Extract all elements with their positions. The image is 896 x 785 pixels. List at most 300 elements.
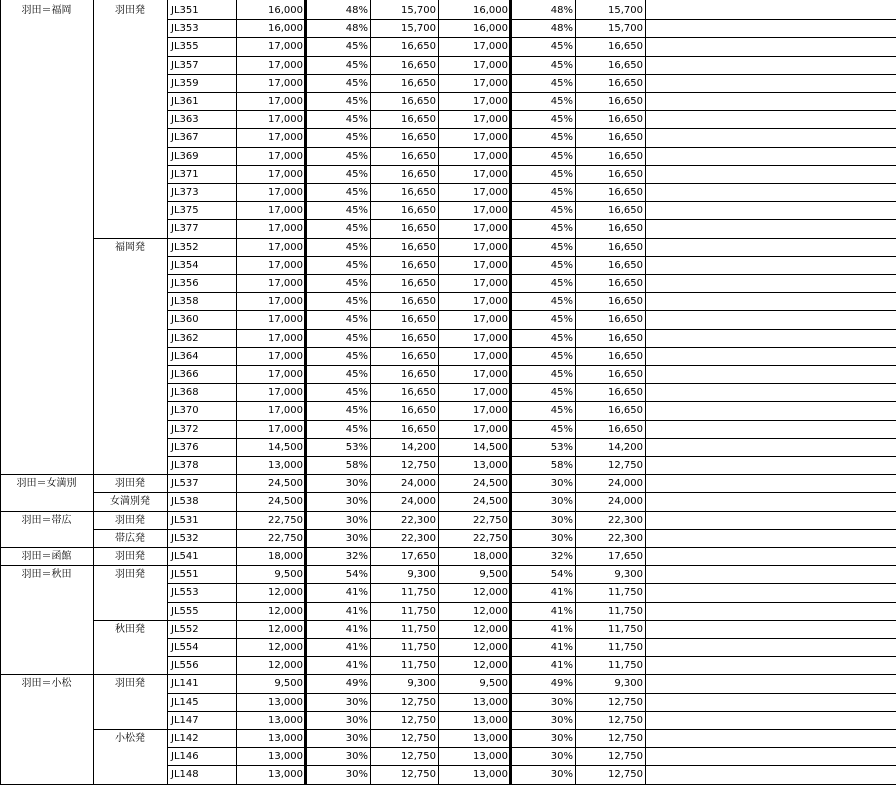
direction-label: 羽田発 [115, 551, 145, 562]
flight-code: JL146 [171, 751, 199, 763]
grid-line [0, 565, 93, 566]
fare-a: 17,000 [268, 150, 303, 162]
fare-b: 17,000 [473, 114, 508, 126]
price-a: 16,650 [401, 369, 436, 380]
flight-code: JL147 [171, 714, 199, 726]
fare-a: 17,000 [268, 350, 303, 362]
discount-a: 45% [345, 114, 368, 126]
discount-a: 30% [345, 714, 368, 726]
grid-line [93, 674, 167, 675]
flight-code: JL355 [171, 41, 199, 53]
fare-a: 17,000 [268, 278, 303, 289]
price-a: 11,750 [401, 587, 436, 599]
discount-b: 30% [550, 714, 573, 726]
fare-a: 17,000 [268, 205, 303, 217]
discount-a: 41% [345, 660, 368, 672]
fare-b: 17,000 [473, 314, 508, 326]
discount-a: 30% [345, 769, 368, 781]
discount-b: 41% [550, 623, 573, 635]
price-a: 16,650 [401, 405, 436, 417]
discount-a: 45% [345, 223, 368, 235]
grid-line [167, 256, 896, 257]
grid-line [167, 347, 896, 348]
discount-a: 45% [345, 369, 368, 380]
price-a: 16,650 [401, 314, 436, 326]
discount-b: 48% [550, 5, 573, 16]
grid-line [93, 620, 167, 621]
price-a: 9,300 [407, 678, 436, 690]
fare-b: 17,000 [473, 387, 508, 399]
fare-b: 13,000 [473, 714, 508, 726]
grid-line [167, 92, 896, 93]
price-a: 15,700 [401, 23, 436, 35]
discount-b: 41% [550, 642, 573, 653]
fare-a: 18,000 [268, 551, 303, 562]
fare-b: 12,000 [473, 623, 508, 635]
grid-line [167, 201, 896, 202]
fare-a: 17,000 [268, 77, 303, 89]
discount-b: 45% [550, 223, 573, 235]
discount-a: 58% [345, 460, 368, 471]
discount-a: 45% [345, 187, 368, 198]
discount-a: 32% [345, 551, 368, 562]
grid-line [0, 674, 93, 675]
flight-code: JL361 [171, 96, 199, 107]
price-b: 24,000 [608, 478, 643, 490]
flight-code: JL359 [171, 77, 199, 89]
discount-b: 45% [550, 132, 573, 144]
price-b: 11,750 [608, 623, 643, 635]
price-a: 16,650 [401, 187, 436, 198]
discount-b: 45% [550, 96, 573, 107]
discount-b: 45% [550, 332, 573, 344]
discount-b: 30% [550, 532, 573, 544]
price-a: 12,750 [401, 714, 436, 726]
price-a: 24,000 [401, 478, 436, 490]
price-a: 16,650 [401, 278, 436, 289]
grid-line [93, 547, 167, 548]
fare-b: 17,000 [473, 59, 508, 71]
fare-b: 17,000 [473, 332, 508, 344]
discount-b: 41% [550, 587, 573, 599]
discount-b: 45% [550, 205, 573, 217]
grid-line [575, 0, 576, 785]
fare-b: 17,000 [473, 150, 508, 162]
grid-line [167, 310, 896, 311]
direction-label: 小松発 [115, 733, 145, 744]
direction-label: 女満別発 [110, 496, 150, 508]
discount-b: 45% [550, 114, 573, 126]
fare-b: 9,500 [479, 678, 508, 690]
discount-b: 41% [550, 660, 573, 672]
price-b: 14,200 [608, 441, 643, 453]
fare-a: 13,000 [268, 696, 303, 708]
grid-line [93, 529, 167, 530]
grid-line [167, 565, 896, 566]
discount-a: 48% [345, 5, 368, 16]
flight-code: JL357 [171, 59, 199, 71]
grid-line [93, 492, 167, 493]
flight-code: JL555 [171, 605, 199, 617]
grid-line [167, 383, 896, 384]
discount-b: 45% [550, 296, 573, 308]
grid-line [167, 183, 896, 184]
fare-a: 17,000 [268, 314, 303, 326]
fare-b: 24,500 [473, 496, 508, 508]
flight-code: JL356 [171, 278, 199, 289]
price-b: 16,650 [608, 387, 643, 399]
discount-a: 41% [345, 623, 368, 635]
grid-line [167, 693, 896, 694]
discount-b: 45% [550, 187, 573, 198]
grid-line [167, 37, 896, 38]
price-a: 11,750 [401, 623, 436, 635]
grid-line [304, 0, 307, 785]
fare-b: 16,000 [473, 23, 508, 35]
flight-code: JL375 [171, 205, 199, 217]
discount-b: 30% [550, 514, 573, 526]
flight-code: JL552 [171, 623, 199, 635]
grid-line [167, 438, 896, 439]
direction-label: 羽田発 [115, 514, 145, 526]
discount-a: 30% [345, 733, 368, 744]
discount-a: 53% [345, 441, 368, 453]
fare-a: 17,000 [268, 387, 303, 399]
discount-a: 30% [345, 532, 368, 544]
discount-b: 45% [550, 41, 573, 53]
discount-a: 48% [345, 23, 368, 35]
price-b: 16,650 [608, 41, 643, 53]
discount-b: 45% [550, 168, 573, 180]
grid-line [370, 0, 371, 785]
grid-line [167, 547, 896, 548]
discount-a: 45% [345, 387, 368, 399]
fare-a: 12,000 [268, 605, 303, 617]
flight-code: JL352 [171, 241, 199, 253]
fare-b: 17,000 [473, 96, 508, 107]
price-b: 22,300 [608, 514, 643, 526]
grid-line [0, 0, 1, 785]
fare-a: 16,000 [268, 5, 303, 16]
grid-line [167, 620, 896, 621]
flight-code: JL378 [171, 460, 199, 471]
fare-b: 17,000 [473, 423, 508, 435]
price-b: 16,650 [608, 350, 643, 362]
fare-a: 17,000 [268, 187, 303, 198]
route-label: 羽田＝秋田 [21, 569, 72, 581]
flight-code: JL354 [171, 259, 199, 271]
discount-a: 41% [345, 587, 368, 599]
price-b: 24,000 [608, 496, 643, 508]
price-a: 9,300 [407, 569, 436, 581]
flight-code: JL538 [171, 496, 199, 508]
price-a: 11,750 [401, 605, 436, 617]
price-b: 12,750 [608, 733, 643, 744]
price-b: 11,750 [608, 660, 643, 672]
discount-b: 30% [550, 733, 573, 744]
fare-a: 17,000 [268, 132, 303, 144]
discount-b: 45% [550, 423, 573, 435]
fare-b: 17,000 [473, 223, 508, 235]
fare-a: 12,000 [268, 623, 303, 635]
fare-b: 18,000 [473, 551, 508, 562]
price-b: 15,700 [608, 23, 643, 35]
discount-b: 45% [550, 77, 573, 89]
fare-a: 17,000 [268, 332, 303, 344]
flight-code: JL553 [171, 587, 199, 599]
price-a: 16,650 [401, 168, 436, 180]
price-b: 16,650 [608, 223, 643, 235]
fare-b: 12,000 [473, 660, 508, 672]
direction-label: 福岡発 [115, 241, 145, 253]
grid-line [93, 729, 167, 730]
fare-a: 14,500 [268, 441, 303, 453]
price-a: 12,750 [401, 769, 436, 781]
fare-b: 17,000 [473, 350, 508, 362]
fare-a: 24,500 [268, 478, 303, 490]
fare-b: 17,000 [473, 205, 508, 217]
price-a: 14,200 [401, 441, 436, 453]
flight-code: JL148 [171, 769, 199, 781]
price-b: 16,650 [608, 259, 643, 271]
price-a: 16,650 [401, 150, 436, 162]
discount-a: 45% [345, 96, 368, 107]
discount-b: 41% [550, 605, 573, 617]
flight-code: JL142 [171, 733, 199, 744]
flight-code: JL554 [171, 642, 199, 653]
route-label: 羽田＝函館 [21, 551, 72, 562]
flight-code: JL369 [171, 150, 199, 162]
flight-code: JL377 [171, 223, 199, 235]
discount-b: 30% [550, 769, 573, 781]
grid-line [167, 420, 896, 421]
price-a: 12,750 [401, 733, 436, 744]
grid-line [167, 110, 896, 111]
grid-line [167, 274, 896, 275]
flight-code: JL551 [171, 569, 199, 581]
fare-a: 17,000 [268, 259, 303, 271]
grid-line [93, 474, 167, 475]
grid-line [167, 19, 896, 20]
price-a: 22,300 [401, 532, 436, 544]
fare-b: 17,000 [473, 132, 508, 144]
flight-code: JL351 [171, 5, 199, 16]
flight-code: JL145 [171, 696, 199, 708]
discount-a: 45% [345, 168, 368, 180]
grid-line [0, 474, 93, 475]
flight-code: JL364 [171, 350, 199, 362]
grid-line [93, 565, 167, 566]
discount-b: 30% [550, 478, 573, 490]
grid-line [438, 0, 439, 785]
grid-line [167, 329, 896, 330]
price-b: 12,750 [608, 460, 643, 471]
discount-b: 45% [550, 350, 573, 362]
discount-a: 45% [345, 314, 368, 326]
price-b: 16,650 [608, 278, 643, 289]
fare-b: 13,000 [473, 769, 508, 781]
fare-a: 13,000 [268, 460, 303, 471]
discount-a: 45% [345, 405, 368, 417]
flight-code: JL537 [171, 478, 199, 490]
grid-line [167, 74, 896, 75]
discount-a: 41% [345, 642, 368, 653]
fare-a: 17,000 [268, 168, 303, 180]
price-b: 16,650 [608, 314, 643, 326]
flight-code: JL373 [171, 187, 199, 198]
price-a: 16,650 [401, 423, 436, 435]
grid-line [236, 0, 237, 785]
fare-b: 22,750 [473, 532, 508, 544]
discount-b: 45% [550, 314, 573, 326]
fare-b: 17,000 [473, 41, 508, 53]
fare-a: 13,000 [268, 733, 303, 744]
price-a: 16,650 [401, 132, 436, 144]
discount-b: 32% [550, 551, 573, 562]
price-b: 15,700 [608, 5, 643, 16]
fare-a: 12,000 [268, 587, 303, 599]
fare-a: 9,500 [274, 678, 303, 690]
fare-b: 17,000 [473, 168, 508, 180]
fare-a: 24,500 [268, 496, 303, 508]
direction-label: 羽田発 [115, 569, 145, 581]
price-b: 16,650 [608, 369, 643, 380]
price-a: 11,750 [401, 660, 436, 672]
route-label: 羽田＝小松 [21, 678, 72, 690]
flight-code: JL363 [171, 114, 199, 126]
discount-b: 45% [550, 59, 573, 71]
flight-code: JL531 [171, 514, 199, 526]
fare-a: 22,750 [268, 514, 303, 526]
price-a: 12,750 [401, 696, 436, 708]
grid-line [167, 511, 896, 512]
grid-line [167, 656, 896, 657]
flight-code: JL370 [171, 405, 199, 417]
fare-b: 17,000 [473, 369, 508, 380]
discount-a: 45% [345, 59, 368, 71]
fare-a: 17,000 [268, 59, 303, 71]
route-label: 羽田＝女満別 [16, 478, 77, 490]
price-b: 16,650 [608, 332, 643, 344]
discount-a: 49% [345, 678, 368, 690]
price-a: 16,650 [401, 387, 436, 399]
fare-a: 9,500 [274, 569, 303, 581]
discount-b: 45% [550, 369, 573, 380]
price-b: 16,650 [608, 205, 643, 217]
fare-b: 12,000 [473, 642, 508, 653]
fare-b: 17,000 [473, 296, 508, 308]
price-a: 12,750 [401, 751, 436, 763]
discount-a: 45% [345, 132, 368, 144]
price-a: 16,650 [401, 223, 436, 235]
price-b: 16,650 [608, 241, 643, 253]
fare-b: 24,500 [473, 478, 508, 490]
grid-line [645, 0, 646, 785]
route-label: 羽田＝帯広 [21, 514, 72, 526]
flight-code: JL360 [171, 314, 199, 326]
price-a: 22,300 [401, 514, 436, 526]
price-a: 16,650 [401, 332, 436, 344]
price-a: 12,750 [401, 460, 436, 471]
fare-a: 17,000 [268, 41, 303, 53]
discount-a: 30% [345, 496, 368, 508]
grid-line [167, 711, 896, 712]
grid-line [93, 238, 167, 239]
grid-line [167, 747, 896, 748]
fare-a: 13,000 [268, 714, 303, 726]
direction-label: 秋田発 [115, 623, 145, 635]
price-a: 16,650 [401, 114, 436, 126]
fare-a: 17,000 [268, 96, 303, 107]
grid-line [167, 729, 896, 730]
discount-a: 54% [345, 569, 368, 581]
grid-line [167, 602, 896, 603]
price-a: 16,650 [401, 77, 436, 89]
route-label: 羽田＝福岡 [21, 5, 72, 16]
price-b: 11,750 [608, 642, 643, 653]
discount-a: 45% [345, 259, 368, 271]
price-b: 16,650 [608, 168, 643, 180]
price-b: 16,650 [608, 132, 643, 144]
discount-b: 45% [550, 278, 573, 289]
grid-line [167, 492, 896, 493]
direction-label: 帯広発 [115, 532, 145, 544]
grid-line [167, 529, 896, 530]
price-a: 24,000 [401, 496, 436, 508]
discount-b: 48% [550, 23, 573, 35]
fare-b: 13,000 [473, 751, 508, 763]
price-b: 16,650 [608, 114, 643, 126]
price-b: 17,650 [608, 551, 643, 562]
grid-line [167, 147, 896, 148]
flight-code: JL353 [171, 23, 199, 35]
discount-b: 45% [550, 150, 573, 162]
price-b: 12,750 [608, 696, 643, 708]
fare-a: 17,000 [268, 423, 303, 435]
grid-line [167, 474, 896, 475]
grid-line [167, 401, 896, 402]
price-a: 16,650 [401, 96, 436, 107]
fare-a: 17,000 [268, 241, 303, 253]
price-a: 16,650 [401, 350, 436, 362]
grid-line [167, 583, 896, 584]
fare-b: 17,000 [473, 77, 508, 89]
price-a: 11,750 [401, 642, 436, 653]
price-b: 12,750 [608, 751, 643, 763]
discount-b: 54% [550, 569, 573, 581]
grid-line [167, 238, 896, 239]
price-b: 11,750 [608, 587, 643, 599]
discount-a: 30% [345, 751, 368, 763]
price-b: 12,750 [608, 714, 643, 726]
discount-a: 30% [345, 478, 368, 490]
price-b: 16,650 [608, 423, 643, 435]
fare-a: 16,000 [268, 23, 303, 35]
fare-b: 9,500 [479, 569, 508, 581]
flight-code: JL371 [171, 168, 199, 180]
discount-a: 45% [345, 150, 368, 162]
discount-b: 49% [550, 678, 573, 690]
discount-b: 45% [550, 241, 573, 253]
grid-line [167, 638, 896, 639]
discount-a: 45% [345, 278, 368, 289]
flight-code: JL362 [171, 332, 199, 344]
flight-code: JL358 [171, 296, 199, 308]
price-a: 16,650 [401, 296, 436, 308]
price-a: 16,650 [401, 241, 436, 253]
grid-line [0, 547, 93, 548]
discount-a: 41% [345, 605, 368, 617]
